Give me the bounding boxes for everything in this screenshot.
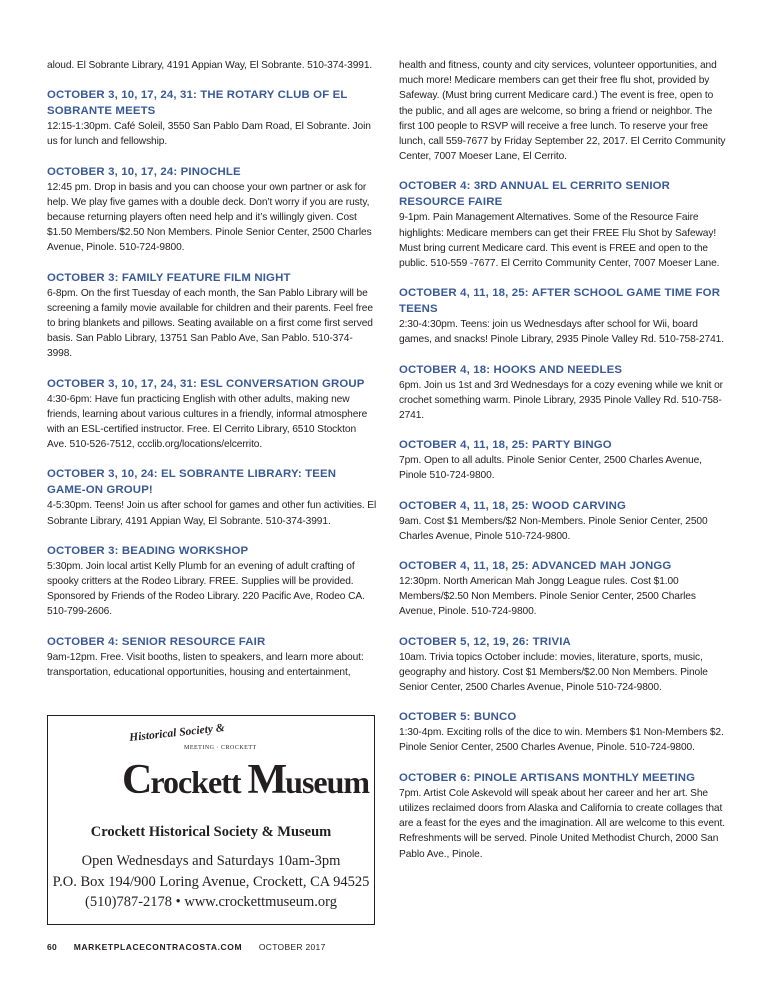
event-description: 5:30pm. Join local artist Kelly Plumb for an evening of adult crafting of spooky critters at the Rodeo Library. FREE. Supplies will be provided. Sponsored by Friends of the Rodeo Library. 220 Pacific Ave, Rodeo CA. 510-799-2606. (47, 560, 365, 618)
event-description: 4-5:30pm. Teens! Join us after school for games and other fun activities. El Sobrante Library, 4191 Appian Way, El Sobrante. 510-374-3991. (47, 500, 377, 527)
event-title: OCTOBER 3, 10, 17, 24, 31: ESL CONVERSATION GROUP (47, 377, 365, 390)
logo-top-text: Historical Society & (128, 722, 226, 744)
right-column (399, 58, 727, 876)
event-title: OCTOBER 4: SENIOR RESOURCE FAIR (47, 635, 266, 648)
event-item (47, 466, 377, 528)
event-title: OCTOBER 3, 10, 17, 24: PINOCHLE (47, 165, 241, 178)
event-title: OCTOBER 5: BUNCO (399, 711, 517, 724)
event-description: 12:30pm. North American Mah Jongg League rules. Cost $1.00 Members/$2.50 Non Members. Pinole Senior Center, 2500 Charles Avenue, Pinole. 510-724-9800. (399, 576, 696, 618)
event-item (399, 178, 727, 271)
event-item (399, 634, 727, 696)
event-item (47, 376, 377, 453)
event-item (47, 164, 377, 256)
event-title: OCTOBER 3: FAMILY FEATURE FILM NIGHT (47, 271, 291, 284)
event-list (47, 87, 377, 680)
event-item (399, 770, 727, 862)
event-description: 2:30-4:30pm. Teens: join us Wednesdays after school for Wii, board games, and snacks! Pinole Library, 2935 Pinole Valley Rd. 510-758-2741. (399, 319, 724, 346)
event-title: OCTOBER 4, 18: HOOKS AND NEEDLES (399, 363, 623, 376)
event-description: 7pm. Open to all adults. Pinole Senior Center, 2500 Charles Avenue, Pinole 510-724-9800. (399, 455, 702, 482)
continued-text: health and fitness, county and city services, volunteer opportunities, and much more! Medicare members can get their free flu shot, provided by Safeway. (Must bring current Medicare card.) The event is free, open to the public, and all ages are welcome, so bring a friend or neighbor. The first 100 people to RSVP will receive a free lunch. To reserve your free lunch, call 559-7677 by Friday September 22, 2017. El Cerrito Community Center, 7007 Moeser Lane, El Cerrito. (399, 60, 726, 163)
event-title: OCTOBER 4: 3RD ANNUAL EL CERRITO SENIOR RESOURCE FAIRE (399, 180, 671, 209)
event-title: OCTOBER 4, 11, 18, 25: AFTER SCHOOL GAME TIME FOR TEENS (399, 287, 721, 316)
event-description: 10am. Trivia topics October include: movies, literature, sports, music, geography and history. Cost $1 Members/$2.00 Non Members. Pinole Senior Center, 2500 Charles Avenue, Pinole 510-724-9800. (399, 651, 708, 694)
event-title: OCTOBER 4, 11, 18, 25: ADVANCED MAH JONGG (399, 560, 672, 573)
event-description: 12:15-1:30pm. Café Soleil, 3550 San Pablo Dam Road, El Sobrante. Join us for lunch and fellowship. (47, 121, 371, 148)
event-item (399, 498, 727, 544)
ad-contact: (510)787-2178 • www.crockettmuseum.org (85, 894, 337, 910)
event-item (47, 87, 377, 149)
event-description: 9am. Cost $1 Members/$2 Non-Members. Pinole Senior Center, 2500 Charles Avenue, Pinole 510-724-9800. (399, 515, 708, 542)
event-description: 4:30-6pm: Have fun practicing English with other adults, making new friends, learning about various cultures in a friendly, informal atmosphere with an ESL-certified instructor. Free. El Cerrito Library, 6510 Stockton Ave. 510-526-7512, ccclib.org/locations/elcerrito. (47, 393, 368, 451)
event-item (399, 709, 727, 755)
continued-text: aloud. El Sobrante Library, 4191 Appian Way, El Sobrante. 510-374-3991. (47, 60, 373, 71)
event-item (47, 634, 377, 680)
page-footer (47, 942, 326, 952)
page-number: 60 (47, 942, 58, 952)
logo-wordmark: Crockett Museum (122, 757, 370, 803)
event-list (399, 178, 727, 861)
event-description: 7pm. Artist Cole Askevold will speak about her career and her art. She utilizes reclaimed doors from Alaska and California to create collages that are a feast for the eyes and the imagination. All are welcome to this event. Refreshments will be served. Pinole United Methodist Church, 2000 San Pablo Ave., Pinole. (399, 787, 725, 860)
event-item (399, 558, 727, 620)
ad-address: P.O. Box 194/900 Loring Avenue, Crockett, CA 94525 (52, 874, 370, 890)
footer-site: MARKETPLACECONTRACOSTA.COM (73, 942, 243, 952)
event-item (47, 543, 377, 620)
event-item (399, 437, 727, 483)
event-description: 9am-12pm. Free. Visit booths, listen to speakers, and learn more about: transportation, educational opportunities, housing and entertainment, (47, 651, 364, 678)
logo-tagline: MEETING · CROCKETT (184, 745, 257, 751)
event-description: 6-8pm. On the first Tuesday of each month, the San Pablo Library will be screening a family movie available for children and their parents. Feel free to bring blankets and pillows. Seating available on a first come first served basis. San Pablo Library, 13751 San Pablo Ave, San Pablo. 510-374-3998. (47, 287, 373, 360)
event-title: OCTOBER 5, 12, 19, 26: TRIVIA (399, 635, 571, 648)
event-title: OCTOBER 6: PINOLE ARTISANS MONTHLY MEETING (399, 771, 696, 784)
event-description: 9-1pm. Pain Management Alternatives. Some of the Resource Faire highlights: Medicare members can get their FREE Flu Shot by Safeway! Must bring current Medicare card. This event is FREE and open to the public. 510-559 -7677. El Cerrito Community Center, 7007 Moeser Lane. (399, 212, 720, 270)
event-item (47, 270, 377, 362)
event-title: OCTOBER 3, 10, 24: EL SOBRANTE LIBRARY: TEEN GAME-ON GROUP! (47, 468, 337, 497)
ad-title: Crockett Historical Society & Museum (90, 824, 332, 840)
event-title: OCTOBER 3, 10, 17, 24, 31: THE ROTARY CLUB OF EL SOBRANTE MEETS (47, 89, 348, 118)
event-description: 12:45 pm. Drop in basis and you can choose your own partner or ask for help. We play five games with a double deck. Don’t worry if you are rusty, because returning players often need help and it’s willingly given. Cost $1.50 Members/$2.50 Non Members. Pinole Senior Center, 2500 Charles Avenue, Pinole. 510-724-9800. (47, 181, 372, 254)
crockett-museum-ad (47, 715, 375, 925)
event-description: 1:30-4pm. Exciting rolls of the dice to win. Members $1 Non-Members $2. Pinole Senior Center, 2500 Charles Avenue, Pinole. 510-724-9800. (399, 727, 724, 754)
event-title: OCTOBER 4, 11, 18, 25: PARTY BINGO (399, 439, 612, 452)
left-column (47, 58, 377, 694)
crockett-museum-logo (122, 722, 370, 822)
ad-hours: Open Wednesdays and Saturdays 10am-3pm (81, 853, 341, 869)
event-title: OCTOBER 4, 11, 18, 25: WOOD CARVING (399, 499, 627, 512)
event-item (399, 362, 727, 424)
event-title: OCTOBER 3: BEADING WORKSHOP (47, 544, 249, 557)
footer-issue: OCTOBER 2017 (258, 942, 326, 952)
event-description: 6pm. Join us 1st and 3rd Wednesdays for a cozy evening while we knit or crochet something warm. Pinole Library, 2935 Pinole Valley Rd. 510-758-2741. (399, 379, 723, 422)
event-item (399, 285, 727, 347)
